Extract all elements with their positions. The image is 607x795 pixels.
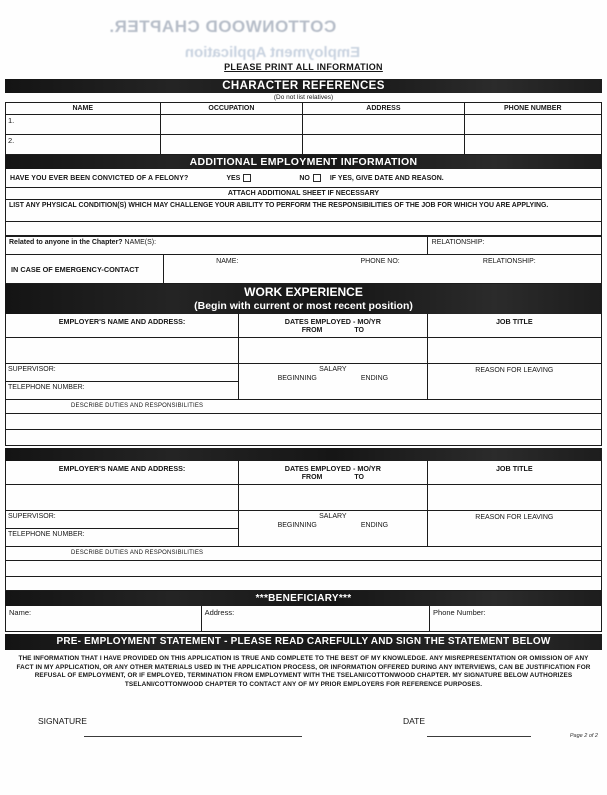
related-to-chapter-row [5, 236, 602, 255]
employer-2-salary-field[interactable] [238, 511, 427, 546]
dates-employed-label: DATES EMPLOYED - MO/YR [284, 317, 381, 326]
section-bar-character-references: CHARACTER REFERENCES [5, 79, 602, 93]
employer-2-telephone-field[interactable]: TELEPHONE NUMBER: [8, 531, 85, 538]
date-line[interactable] [427, 736, 531, 737]
employer-2-supervisor-field[interactable]: SUPERVISOR: [6, 511, 238, 529]
section-bar-additional-employment-information: ADDITIONAL EMPLOYMENT INFORMATION [5, 155, 602, 169]
character-references-table [5, 102, 602, 155]
employer-1-name-address-field[interactable] [6, 338, 238, 363]
attach-sheet-note: ATTACH ADDITIONAL SHEET IF NECESSARY [5, 188, 602, 199]
reference-1-occupation-field[interactable] [160, 115, 303, 134]
salary-ending-label: ENDING [360, 375, 389, 382]
employer-block-2 [5, 461, 602, 591]
physical-conditions-field[interactable]: LIST ANY PHYSICAL CONDITION(S) WHICH MAY CHALLENGE YOUR ABILITY TO PERFORM THE RESPONSIBILITIES OF THE JOB FOR WHICH YOU ARE APPLYING. [5, 199, 602, 222]
signature-line[interactable] [84, 736, 302, 737]
reference-1-address-field[interactable] [302, 115, 463, 134]
employer-block-1 [5, 314, 602, 446]
no-relatives-note: (Do not list relatives) [273, 94, 334, 101]
reference-2-phone-field[interactable] [464, 135, 601, 154]
beneficiary-phone-field[interactable]: Phone Number: [429, 606, 601, 631]
emergency-name-label: NAME: [216, 258, 239, 265]
employer-2-header-row [5, 461, 602, 485]
employer-1-duties-label: DESCRIBE DUTIES AND RESPONSIBILITIES [5, 400, 602, 414]
employer-2-duties-label: DESCRIBE DUTIES AND RESPONSIBILITIES [5, 547, 602, 561]
employer-2-job-title-field[interactable] [427, 485, 601, 510]
employer-separator-bar [5, 448, 602, 461]
section-bar-beneficiary: ***BENEFICIARY*** [5, 591, 602, 606]
salary-beginning-label: BEGINNING [277, 375, 317, 382]
dates-employed-header [238, 314, 427, 337]
reference-1-name-field[interactable]: 1. [8, 116, 15, 125]
date-label: DATE [403, 716, 426, 726]
from-label: FROM [301, 474, 323, 481]
salary-label: SALARY [319, 366, 347, 373]
employer-1-duties-line-1[interactable] [5, 414, 602, 430]
pre-employment-statement-text: THE INFORMATION THAT I HAVE PROVIDED ON THIS APPLICATION IS TRUE AND COMPLETE TO THE BEST OF MY KNOWLEDGE. ANY MISREPRESENTATION OR OMISSION OF ANY FACT IN MY APPLICATION, OR ANY OTHER MATERIALS USED IN THE APPLICATION PROCESS, OR INFORMATION OFFERED DURING ANY INTERVIEWS, CAN BE JUSTIFICATION FOR REFUSAL OF EMPLOYMENT, OR IF EMPLOYED, TERMINATION FROM EMPLOYMENT WITH THE TSELANI/COTTONWOOD CHAPTER. MY SIGNATURE BELOW AUTHORIZES TSELANI/COTTONWOOD CHAPTER TO CONTACT ANY OF MY PRIOR EMPLOYERS FOR REFERENCE PURPOSES. [16, 655, 591, 689]
emergency-contact-fields[interactable] [164, 255, 601, 283]
employer-name-address-header: EMPLOYER'S NAME AND ADDRESS: [58, 464, 186, 473]
beneficiary-address-field[interactable]: Address: [201, 606, 429, 631]
reference-row-1 [5, 115, 602, 135]
employer-2-reason-field[interactable]: REASON FOR LEAVING [427, 511, 601, 546]
employer-1-reason-field[interactable]: REASON FOR LEAVING [427, 364, 601, 399]
beneficiary-name-field[interactable]: Name: [9, 608, 32, 617]
employer-1-entry-row [5, 338, 602, 364]
employer-1-salary-field[interactable] [238, 364, 427, 399]
felony-question-label: HAVE YOU EVER BEEN CONVICTED OF A FELONY? [10, 174, 189, 182]
related-names-label: NAME(S): [124, 239, 157, 246]
employer-1-supervisor-field[interactable]: SUPERVISOR: [6, 364, 238, 382]
column-header-occupation: OCCUPATION [160, 103, 303, 114]
salary-ending-label: ENDING [360, 522, 389, 529]
salary-beginning-label: BEGINNING [277, 522, 317, 529]
employer-2-detail-row [5, 511, 602, 547]
reference-2-occupation-field[interactable] [160, 135, 303, 154]
page-number: Page 2 of 2 [569, 733, 598, 739]
dates-employed-header [238, 461, 427, 484]
felony-yes-label: YES [226, 174, 241, 182]
reference-table-header-row [5, 102, 602, 115]
employer-1-dates-field[interactable] [238, 338, 427, 363]
employer-name-address-header: EMPLOYER'S NAME AND ADDRESS: [58, 317, 186, 326]
column-header-name: NAME [72, 105, 94, 112]
signature-label: SIGNATURE [38, 716, 87, 726]
felony-question-row [5, 169, 602, 188]
to-label: TO [354, 327, 364, 334]
employer-2-name-address-field[interactable] [6, 485, 238, 510]
to-label: TO [354, 474, 364, 481]
employer-1-job-title-field[interactable] [427, 338, 601, 363]
reference-1-phone-field[interactable] [464, 115, 601, 134]
employer-2-dates-field[interactable] [238, 485, 427, 510]
related-question-label: Related to anyone in the Chapter? [9, 239, 123, 246]
if-yes-note: IF YES, GIVE DATE AND REASON. [329, 174, 444, 182]
reference-2-address-field[interactable] [302, 135, 463, 154]
emergency-relationship-label: RELATIONSHIP: [482, 258, 536, 265]
dates-employed-label: DATES EMPLOYED - MO/YR [284, 464, 381, 473]
employer-1-supervisor-telephone [6, 364, 238, 399]
felony-no-checkbox[interactable] [313, 174, 321, 182]
form-body [5, 79, 602, 690]
section-bar-pre-employment-statement: PRE- EMPLOYMENT STATEMENT - PLEASE READ CAREFULLY AND SIGN THE STATEMENT BELOW [5, 634, 602, 650]
physical-conditions-answer-field[interactable] [5, 222, 602, 236]
job-title-header: JOB TITLE [427, 314, 601, 337]
emergency-contact-label: IN CASE OF EMERGENCY-CONTACT [6, 255, 164, 283]
employer-1-telephone-field[interactable]: TELEPHONE NUMBER: [8, 384, 85, 391]
emergency-phone-label: PHONE NO: [360, 258, 400, 265]
beneficiary-row [5, 606, 602, 632]
employer-1-duties-line-2[interactable] [5, 430, 602, 446]
related-names-field[interactable] [6, 237, 427, 254]
work-experience-title: WORK EXPERIENCE [244, 285, 363, 299]
related-relationship-field[interactable]: RELATIONSHIP: [427, 237, 601, 254]
employer-2-entry-row [5, 485, 602, 511]
reference-2-name-field[interactable]: 2. [8, 136, 15, 145]
employer-2-supervisor-telephone [6, 511, 238, 546]
employer-1-header-row [5, 314, 602, 338]
from-label: FROM [301, 327, 323, 334]
felony-yes-checkbox[interactable] [243, 174, 251, 182]
print-all-information-heading: PLEASE PRINT ALL INFORMATION [224, 62, 383, 72]
section-bar-work-experience [5, 284, 602, 314]
bleedthrough-application-subtitle: Employment Application [184, 44, 361, 61]
emergency-contact-row [5, 255, 602, 284]
column-header-address: ADDRESS [302, 103, 463, 114]
work-experience-subtitle: (Begin with current or most recent position) [194, 300, 413, 312]
felony-no-label: NO [299, 174, 310, 182]
job-title-header: JOB TITLE [427, 461, 601, 484]
column-header-phone-number: PHONE NUMBER [464, 103, 601, 114]
bleedthrough-chapter-title: COTTONWOOD CHAPTER. [108, 17, 337, 36]
employer-1-detail-row [5, 364, 602, 400]
reference-row-2 [5, 135, 602, 155]
salary-label: SALARY [319, 513, 347, 520]
employer-2-duties-line-1[interactable] [5, 561, 602, 577]
employer-2-duties-line-2[interactable] [5, 577, 602, 591]
